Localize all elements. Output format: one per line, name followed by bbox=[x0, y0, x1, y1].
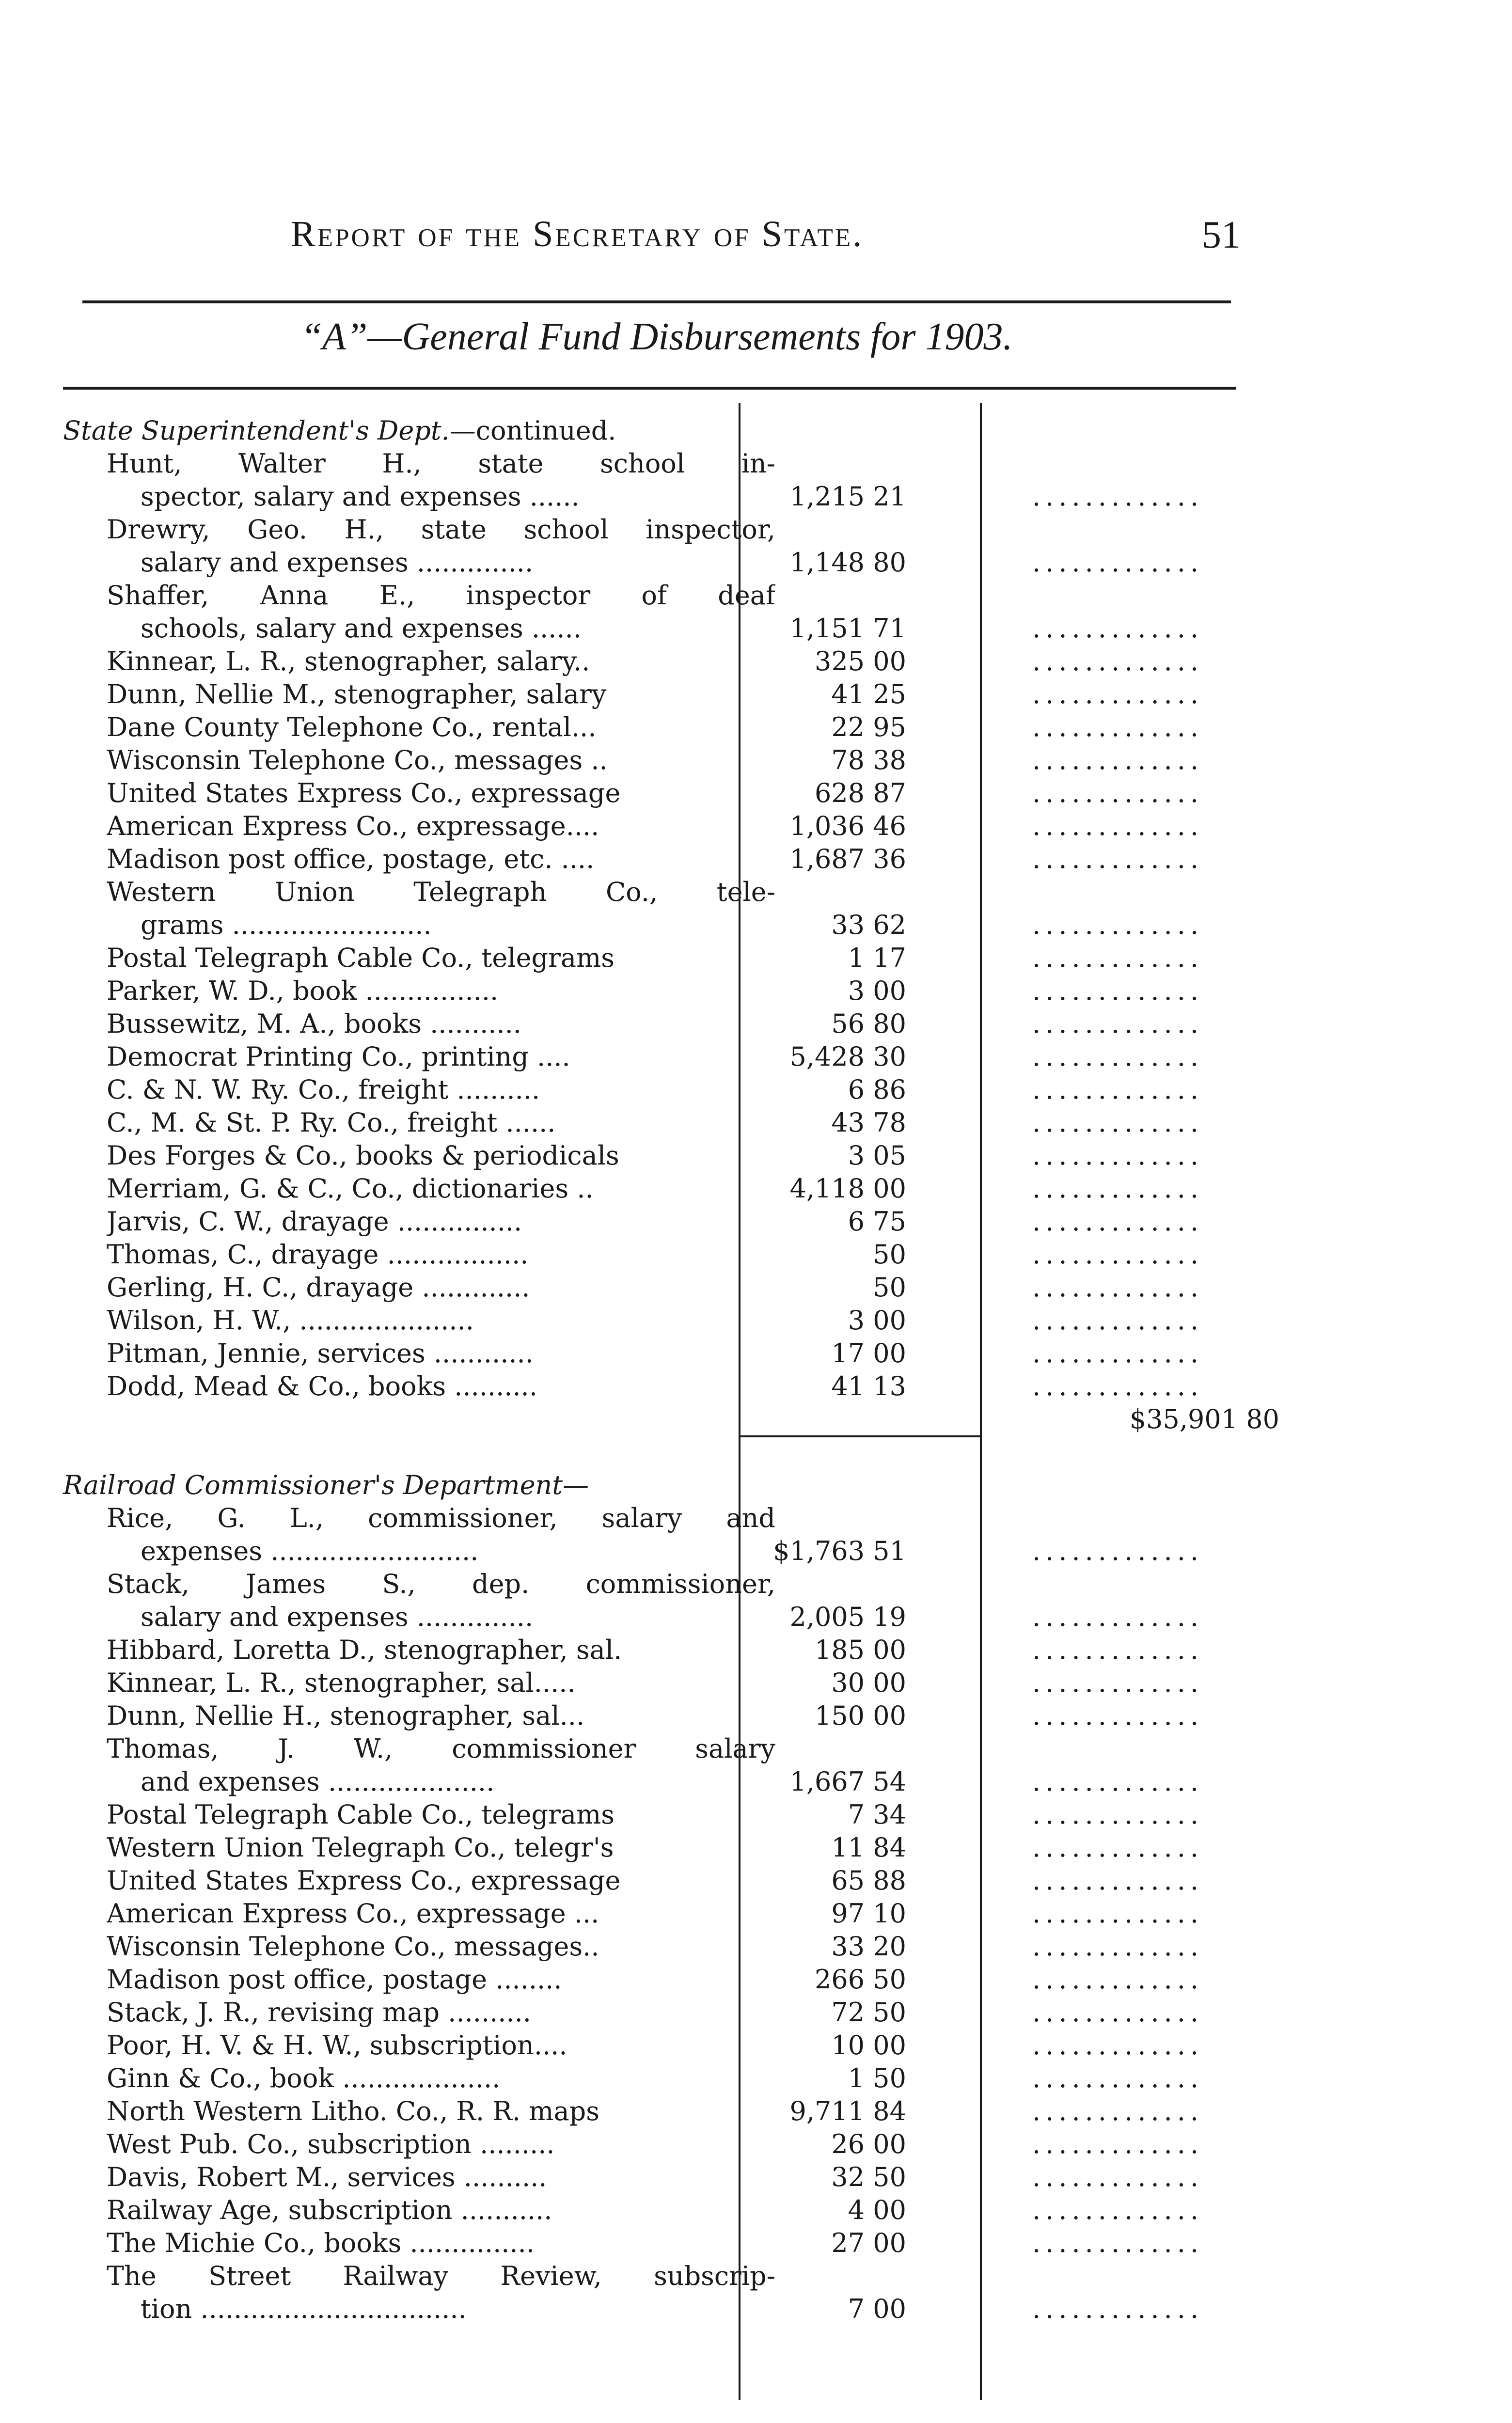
payee-line: Parker, W. D., book ................ bbox=[107, 975, 499, 1006]
amount: 17 00 bbox=[831, 1338, 906, 1369]
payee-line-continued: grams ........................ bbox=[141, 910, 432, 940]
ledger-row bbox=[63, 1304, 1241, 1337]
payee-description bbox=[107, 1040, 775, 1073]
payee-description bbox=[107, 2062, 775, 2095]
ledger-row bbox=[63, 1370, 1241, 1403]
payee-description bbox=[107, 1139, 775, 1172]
dot-leader: ............. bbox=[1032, 1964, 1204, 1995]
dot-leader: ............. bbox=[1032, 2294, 1204, 2324]
payee-line: Davis, Robert M., services .......... bbox=[107, 2162, 547, 2192]
payee-line: Dodd, Mead & Co., books .......... bbox=[107, 1371, 537, 1401]
payee-line: Wisconsin Telephone Co., messages.. bbox=[107, 1931, 599, 1962]
payee-description bbox=[107, 1238, 775, 1271]
ledger-row bbox=[63, 1667, 1241, 1699]
payee-line: Dunn, Nellie M., stenographer, salary bbox=[107, 679, 607, 709]
amount: 2,005 19 bbox=[789, 1602, 906, 1632]
amount: 1,667 54 bbox=[789, 1766, 906, 1797]
payee-description bbox=[107, 711, 775, 744]
section-heading-title: Railroad Commissioner's Department— bbox=[63, 1470, 589, 1500]
ledger-row bbox=[63, 1699, 1241, 1732]
ledger-row bbox=[63, 1238, 1241, 1271]
ledger-row bbox=[63, 2029, 1241, 2062]
amount: 3 00 bbox=[848, 1305, 906, 1336]
amount: 33 20 bbox=[831, 1931, 906, 1962]
amount: 41 13 bbox=[831, 1371, 906, 1401]
payee-line: The Michie Co., books ............... bbox=[107, 2228, 535, 2258]
dot-leader: ............. bbox=[1032, 1700, 1204, 1731]
ledger-row bbox=[63, 1337, 1241, 1370]
dot-leader: ............. bbox=[1032, 1898, 1204, 1929]
top-rule bbox=[82, 300, 1231, 303]
payee-description bbox=[107, 1864, 775, 1897]
payee-line-continued: schools, salary and expenses ...... bbox=[141, 613, 582, 644]
ledger-row bbox=[63, 876, 1241, 942]
payee-description bbox=[107, 1106, 775, 1139]
amount: 3 05 bbox=[848, 1140, 906, 1171]
section-heading-title: State Superintendent's Dept. bbox=[63, 415, 450, 446]
dot-leader: ............. bbox=[1032, 1371, 1204, 1401]
payee-description bbox=[107, 1304, 775, 1337]
ledger-row bbox=[63, 1139, 1241, 1172]
ledger-row bbox=[63, 1831, 1241, 1864]
ledger-row bbox=[63, 1073, 1241, 1106]
dot-leader: ............. bbox=[1032, 2096, 1204, 2126]
dot-leader: ............. bbox=[1032, 1008, 1204, 1039]
amount: 32 50 bbox=[831, 2162, 906, 2192]
amount: 7 00 bbox=[848, 2294, 906, 2324]
payee-line: Hunt, Walter H., state school in- bbox=[107, 448, 775, 479]
ledger-row bbox=[63, 711, 1241, 744]
section-spacer bbox=[63, 1436, 1241, 1469]
amount: 50 bbox=[873, 1272, 906, 1303]
payee-description bbox=[107, 1963, 775, 1996]
amount: 78 38 bbox=[831, 745, 906, 775]
payee-description bbox=[107, 1007, 775, 1040]
payee-line: North Western Litho. Co., R. R. maps bbox=[107, 2096, 599, 2126]
ledger-row bbox=[63, 744, 1241, 777]
amount: 33 62 bbox=[831, 910, 906, 940]
payee-line: Kinnear, L. R., stenographer, salary.. bbox=[107, 646, 590, 677]
dot-leader: ............. bbox=[1032, 2063, 1204, 2093]
payee-line: Postal Telegraph Cable Co., telegrams bbox=[107, 1799, 615, 1830]
ledger-row bbox=[63, 1897, 1241, 1930]
payee-description bbox=[107, 876, 775, 942]
payee-line: Ginn & Co., book ................... bbox=[107, 2063, 501, 2093]
ledger-row bbox=[63, 2227, 1241, 2260]
dot-leader: ............. bbox=[1032, 975, 1204, 1006]
ledger-row bbox=[63, 513, 1241, 579]
amount: 6 86 bbox=[848, 1074, 906, 1105]
amount: 27 00 bbox=[831, 2228, 906, 2258]
amount: 56 80 bbox=[831, 1008, 906, 1039]
dot-leader: ............. bbox=[1032, 547, 1204, 578]
dot-leader: ............. bbox=[1032, 613, 1204, 644]
payee-line: Postal Telegraph Cable Co., telegrams bbox=[107, 943, 615, 973]
amount: 10 00 bbox=[831, 2030, 906, 2061]
payee-line: American Express Co., expressage ... bbox=[107, 1898, 599, 1929]
ledger-row bbox=[63, 1963, 1241, 1996]
ledger-row bbox=[63, 942, 1241, 975]
payee-line: Merriam, G. & C., Co., dictionaries .. bbox=[107, 1173, 594, 1204]
payee-description bbox=[107, 975, 775, 1007]
section-heading-suffix: —continued. bbox=[449, 415, 616, 446]
ledger-row bbox=[63, 1732, 1241, 1798]
payee-description bbox=[107, 2260, 775, 2326]
payee-line: Western Union Telegraph Co., telegr's bbox=[107, 1832, 614, 1863]
payee-line: Stack, James S., dep. commissioner, bbox=[107, 1569, 775, 1599]
dot-leader: ............. bbox=[1032, 1668, 1204, 1698]
amount: 1,036 46 bbox=[789, 811, 906, 841]
payee-line: C. & N. W. Ry. Co., freight .......... bbox=[107, 1074, 540, 1105]
payee-line: Wisconsin Telephone Co., messages .. bbox=[107, 745, 608, 775]
ledger-row bbox=[63, 645, 1241, 678]
dot-leader: ............. bbox=[1032, 1338, 1204, 1369]
payee-description bbox=[107, 645, 775, 678]
payee-description bbox=[107, 1073, 775, 1106]
ledger-row bbox=[63, 1271, 1241, 1304]
ledger-row bbox=[63, 579, 1241, 645]
ledger-row bbox=[63, 2161, 1241, 2194]
ledger-row bbox=[63, 810, 1241, 843]
dot-leader: ............. bbox=[1032, 1173, 1204, 1204]
payee-description bbox=[107, 777, 775, 810]
payee-description bbox=[107, 843, 775, 876]
dot-leader: ............. bbox=[1032, 1107, 1204, 1138]
payee-line-continued: expenses ......................... bbox=[141, 1536, 479, 1566]
ledger-row bbox=[63, 2095, 1241, 2128]
dot-leader: ............. bbox=[1032, 2195, 1204, 2225]
section-heading bbox=[63, 414, 1241, 447]
dot-leader: ............. bbox=[1032, 943, 1204, 973]
payee-line: Democrat Printing Co., printing .... bbox=[107, 1041, 570, 1072]
payee-description bbox=[107, 942, 775, 975]
payee-line: The Street Railway Review, subscrip- bbox=[107, 2261, 775, 2291]
amount: 1 17 bbox=[848, 943, 906, 973]
payee-description bbox=[107, 678, 775, 711]
dot-leader: ............. bbox=[1032, 1536, 1204, 1566]
payee-description bbox=[107, 2095, 775, 2128]
payee-line: West Pub. Co., subscription ......... bbox=[107, 2129, 555, 2159]
payee-description bbox=[107, 1930, 775, 1963]
dot-leader: ............. bbox=[1032, 481, 1204, 512]
payee-line: Thomas, J. W., commissioner salary bbox=[107, 1733, 775, 1764]
dot-leader: ............. bbox=[1032, 811, 1204, 841]
payee-description bbox=[107, 1271, 775, 1304]
ledger-row bbox=[63, 2194, 1241, 2227]
ledger-row bbox=[63, 1930, 1241, 1963]
amount: 6 75 bbox=[848, 1206, 906, 1237]
table-title: “A”—General Fund Disbursements for 1903. bbox=[300, 315, 1013, 358]
dot-leader: ............. bbox=[1032, 1865, 1204, 1896]
dot-leader: ............. bbox=[1032, 1206, 1204, 1237]
page-number: 51 bbox=[1202, 214, 1241, 256]
amount: 11 84 bbox=[831, 1832, 906, 1863]
amount: 185 00 bbox=[815, 1635, 906, 1665]
payee-description bbox=[107, 1370, 775, 1403]
payee-description bbox=[107, 1699, 775, 1732]
ledger-row bbox=[63, 975, 1241, 1007]
payee-line: Des Forges & Co., books & periodicals bbox=[107, 1140, 619, 1171]
dot-leader: ............. bbox=[1032, 1272, 1204, 1303]
payee-line-continued: salary and expenses .............. bbox=[141, 1602, 534, 1632]
dot-leader: ............. bbox=[1032, 1305, 1204, 1336]
payee-line: Stack, J. R., revising map .......... bbox=[107, 1997, 531, 2028]
amount: 628 87 bbox=[815, 778, 906, 808]
amount: 22 95 bbox=[831, 712, 906, 742]
page-header bbox=[291, 213, 1241, 262]
payee-line: Shaffer, Anna E., inspector of deaf bbox=[107, 580, 775, 611]
payee-line: Dane County Telephone Co., rental... bbox=[107, 712, 597, 742]
dot-leader: ............. bbox=[1032, 844, 1204, 874]
amount: 1,151 71 bbox=[789, 613, 906, 644]
amount: 97 10 bbox=[831, 1898, 906, 1929]
amount: 9,711 84 bbox=[789, 2096, 906, 2126]
payee-line: Madison post office, postage, etc. .... bbox=[107, 844, 595, 874]
dot-leader: ............. bbox=[1032, 1635, 1204, 1665]
section-total-row bbox=[63, 1403, 1279, 1436]
dot-leader: ............. bbox=[1032, 1041, 1204, 1072]
payee-line: Bussewitz, M. A., books ........... bbox=[107, 1008, 521, 1039]
dot-leader: ............. bbox=[1032, 2162, 1204, 2192]
running-title: Report of the Secretary of State. bbox=[291, 214, 864, 254]
amount: 1,687 36 bbox=[789, 844, 906, 874]
payee-description bbox=[107, 2029, 775, 2062]
payee-line: Pitman, Jennie, services ............ bbox=[107, 1338, 534, 1369]
ledger-row bbox=[63, 1205, 1241, 1238]
amount: 7 34 bbox=[848, 1799, 906, 1830]
ledger-row bbox=[63, 1634, 1241, 1667]
amount: 43 78 bbox=[831, 1107, 906, 1138]
amount: 3 00 bbox=[848, 975, 906, 1006]
dot-leader: ............. bbox=[1032, 2030, 1204, 2061]
dot-leader: ............. bbox=[1032, 712, 1204, 742]
ledger-row bbox=[63, 2062, 1241, 2095]
payee-line: Western Union Telegraph Co., tele- bbox=[107, 877, 775, 907]
title-rule bbox=[63, 387, 1236, 390]
amount: 5,428 30 bbox=[789, 1041, 906, 1072]
ledger-row bbox=[63, 1106, 1241, 1139]
amount: 4,118 00 bbox=[789, 1173, 906, 1204]
payee-description bbox=[107, 447, 775, 513]
ledger-row bbox=[63, 843, 1241, 876]
payee-line: Hibbard, Loretta D., stenographer, sal. bbox=[107, 1635, 622, 1665]
payee-description bbox=[107, 1172, 775, 1205]
payee-description bbox=[107, 1205, 775, 1238]
dot-leader: ............. bbox=[1032, 679, 1204, 709]
amount: 30 00 bbox=[831, 1668, 906, 1698]
payee-line: Drewry, Geo. H., state school inspector, bbox=[107, 514, 775, 545]
dot-leader: ............. bbox=[1032, 1239, 1204, 1270]
payee-description bbox=[107, 1798, 775, 1831]
ledger-row bbox=[63, 1568, 1241, 1634]
payee-description bbox=[107, 744, 775, 777]
payee-line: Poor, H. V. & H. W., subscription.... bbox=[107, 2030, 567, 2061]
payee-line: C., M. & St. P. Ry. Co., freight ...... bbox=[107, 1107, 556, 1138]
dot-leader: ............. bbox=[1032, 1997, 1204, 2028]
payee-description bbox=[107, 2227, 775, 2260]
payee-line: Dunn, Nellie H., stenographer, sal... bbox=[107, 1700, 585, 1731]
payee-line-continued: salary and expenses .............. bbox=[141, 547, 534, 578]
ledger-row bbox=[63, 1864, 1241, 1897]
section-heading bbox=[63, 1469, 1241, 1502]
payee-description bbox=[107, 1502, 775, 1568]
payee-line-continued: tion ................................ bbox=[141, 2294, 467, 2324]
payee-line: Madison post office, postage ........ bbox=[107, 1964, 562, 1995]
amount: 72 50 bbox=[831, 1997, 906, 2028]
ledger-row bbox=[63, 1798, 1241, 1831]
amount: 65 88 bbox=[831, 1865, 906, 1896]
dot-leader: ............. bbox=[1032, 745, 1204, 775]
payee-description bbox=[107, 2128, 775, 2161]
payee-description bbox=[107, 1337, 775, 1370]
ledger-row bbox=[63, 447, 1241, 513]
payee-line: Jarvis, C. W., drayage ............... bbox=[107, 1206, 522, 1237]
amount: 4 00 bbox=[848, 2195, 906, 2225]
payee-description bbox=[107, 1897, 775, 1930]
payee-description bbox=[107, 1996, 775, 2029]
section-total: $35,901 80 bbox=[1129, 1404, 1279, 1434]
ledger-row bbox=[63, 1502, 1241, 1568]
dot-leader: ............. bbox=[1032, 1602, 1204, 1632]
ledger-row bbox=[63, 2260, 1241, 2326]
payee-line: Thomas, C., drayage ................. bbox=[107, 1239, 529, 1270]
ledger-row bbox=[63, 2128, 1241, 2161]
ledger-row bbox=[63, 777, 1241, 810]
ledger-row bbox=[63, 1007, 1241, 1040]
amount: 325 00 bbox=[815, 646, 906, 677]
payee-line: American Express Co., expressage.... bbox=[107, 811, 599, 841]
ledger-row bbox=[63, 1040, 1241, 1073]
payee-line: Kinnear, L. R., stenographer, sal..... bbox=[107, 1668, 576, 1698]
payee-line: United States Express Co., expressage bbox=[107, 1865, 621, 1896]
payee-description bbox=[107, 810, 775, 843]
payee-description bbox=[107, 1732, 775, 1798]
amount: 41 25 bbox=[831, 679, 906, 709]
ledger-row bbox=[63, 1996, 1241, 2029]
amount: 26 00 bbox=[831, 2129, 906, 2159]
amount: 1,215 21 bbox=[789, 481, 906, 512]
dot-leader: ............. bbox=[1032, 1799, 1204, 1830]
payee-line: Rice, G. L., commissioner, salary and bbox=[107, 1503, 775, 1533]
payee-description bbox=[107, 579, 775, 645]
payee-line-continued: spector, salary and expenses ...... bbox=[141, 481, 580, 512]
payee-line: Gerling, H. C., drayage ............. bbox=[107, 1272, 530, 1303]
payee-description bbox=[107, 2194, 775, 2227]
amount: 1,148 80 bbox=[789, 547, 906, 578]
payee-description bbox=[107, 1831, 775, 1864]
payee-description bbox=[107, 1634, 775, 1667]
amount: 150 00 bbox=[815, 1700, 906, 1731]
dot-leader: ............. bbox=[1032, 1931, 1204, 1962]
dot-leader: ............. bbox=[1032, 1074, 1204, 1105]
dot-leader: ............. bbox=[1032, 778, 1204, 808]
disbursement-list bbox=[63, 414, 1279, 2326]
payee-line: United States Express Co., expressage bbox=[107, 778, 621, 808]
dot-leader: ............. bbox=[1032, 2228, 1204, 2258]
dot-leader: ............. bbox=[1032, 910, 1204, 940]
amount: 50 bbox=[873, 1239, 906, 1270]
payee-line: Wilson, H. W., ..................... bbox=[107, 1305, 474, 1336]
dot-leader: ............. bbox=[1032, 1766, 1204, 1797]
payee-description bbox=[107, 2161, 775, 2194]
dot-leader: ............. bbox=[1032, 646, 1204, 677]
dot-leader: ............. bbox=[1032, 1832, 1204, 1863]
ledger-row bbox=[63, 1172, 1241, 1205]
payee-description bbox=[107, 1667, 775, 1699]
ledger-row bbox=[63, 678, 1241, 711]
payee-line: Railway Age, subscription ........... bbox=[107, 2195, 552, 2225]
payee-description bbox=[107, 1568, 775, 1634]
amount: 1 50 bbox=[848, 2063, 906, 2093]
payee-description bbox=[107, 513, 775, 579]
amount: 266 50 bbox=[815, 1964, 906, 1995]
dot-leader: ............. bbox=[1032, 2129, 1204, 2159]
amount: $1,763 51 bbox=[773, 1536, 906, 1566]
dot-leader: ............. bbox=[1032, 1140, 1204, 1171]
payee-line-continued: and expenses .................... bbox=[141, 1766, 495, 1797]
